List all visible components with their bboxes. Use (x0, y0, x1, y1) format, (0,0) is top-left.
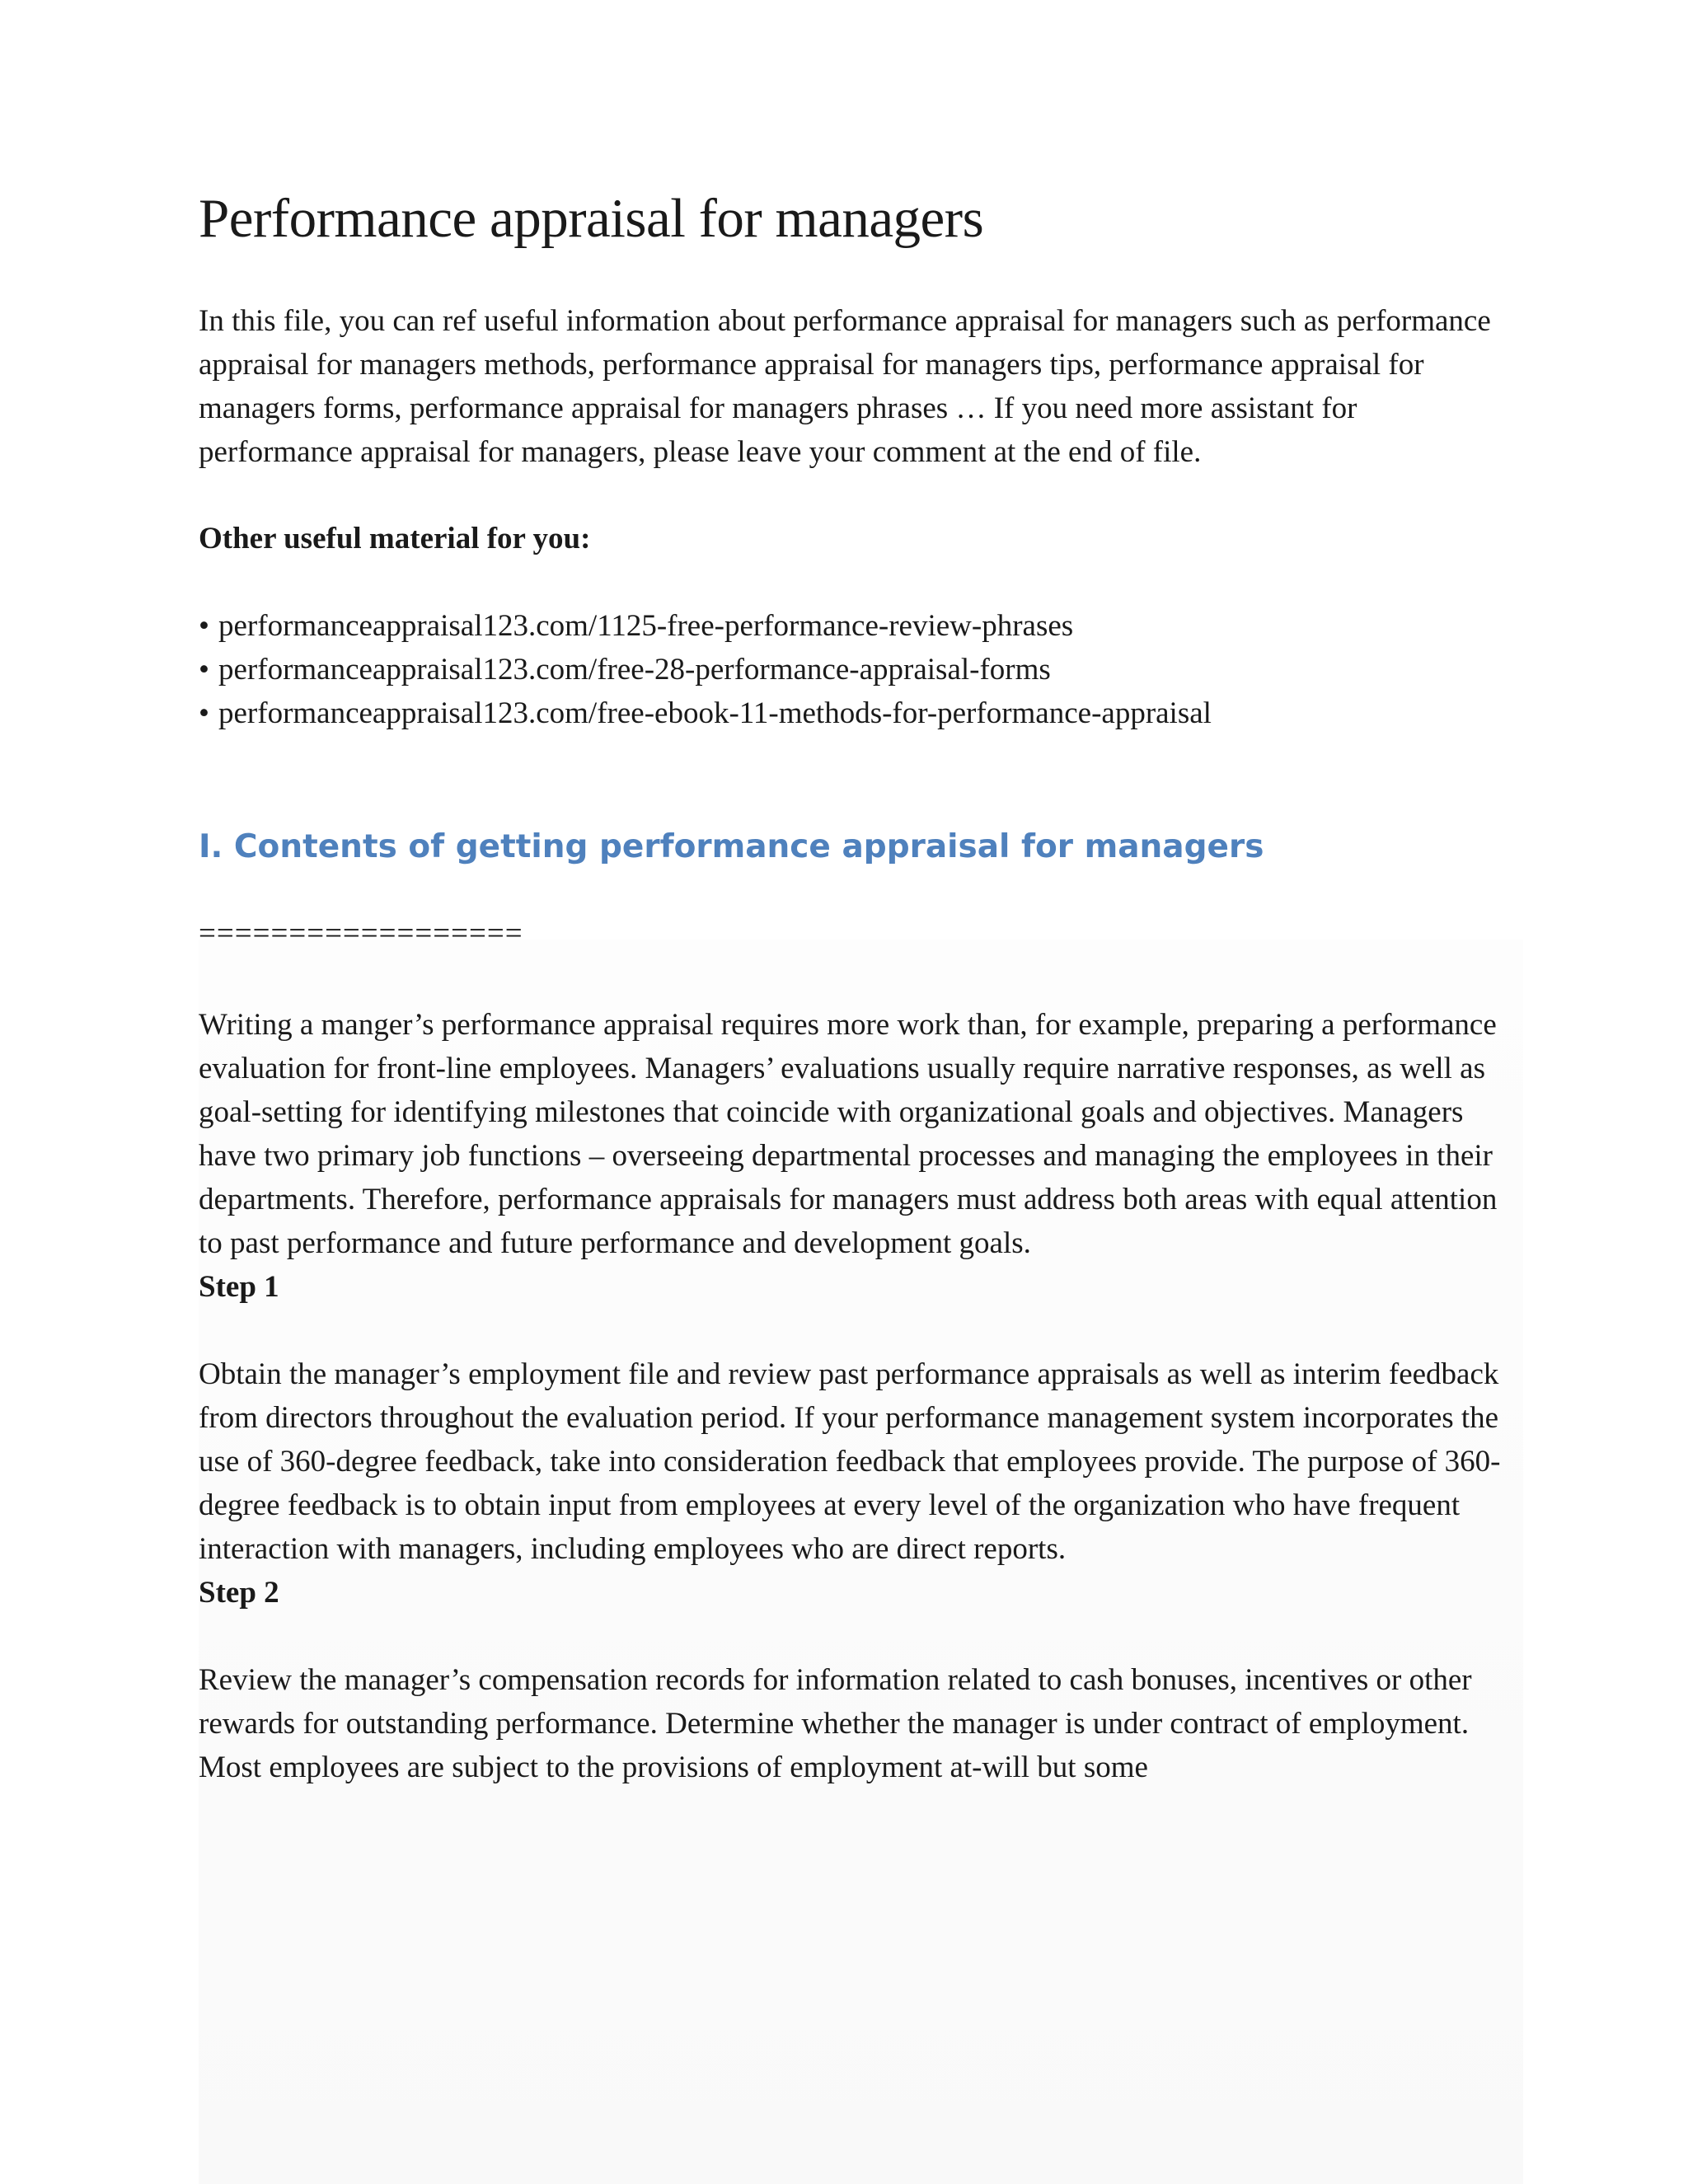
resource-link-text[interactable]: performanceappraisal123.com/free-28-performance-appraisal-forms (218, 653, 1051, 687)
body-paragraph: Review the manager’s compensation records for information related to cash bonuses, incentives or other rewards for outstanding performance. Determine whether the manager is under contract of employment. Most employees are subject to the provisions of employment at-will but some (199, 1663, 1472, 1785)
bullet-icon: • (199, 696, 209, 731)
document-body (199, 185, 1517, 1789)
bullet-icon: • (199, 609, 209, 644)
divider-line: ================== (199, 916, 523, 951)
resource-link-item[interactable] (199, 691, 1517, 735)
body-paragraph: Writing a manger’s performance appraisal requires more work than, for example, preparing a performance evaluation for front-line employees. Managers’ evaluations usually require narrative responses, as well as goal-setting for identifying milestones that coincide with organizational goals and objectives. Managers have two primary job functions – overseeing departmental processes and managing the employees in their departments. Therefore, performance appraisals for managers must address both areas with equal attention to past performance and future performance and development goals. (199, 1008, 1498, 1261)
bullet-icon: • (199, 653, 209, 687)
resource-link-item[interactable] (199, 648, 1517, 691)
step-heading: Step 2 (199, 1576, 279, 1610)
page-title: Performance appraisal for managers (199, 188, 984, 249)
resource-link-item[interactable] (199, 604, 1517, 648)
intro-paragraph: In this file, you can ref useful information about performance appraisal for managers such as performance appraisal for managers methods, performance appraisal for managers tips, performance appraisal for managers forms, performance appraisal for managers phrases … If you need more assistant for performance appraisal for managers, please leave your comment at the end of file. (199, 304, 1491, 470)
resource-link-text[interactable]: performanceappraisal123.com/free-ebook-11-methods-for-performance-appraisal (218, 696, 1212, 731)
other-material-heading: Other useful material for you: (199, 522, 591, 556)
body-paragraph: Obtain the manager’s employment file and review past performance appraisals as well as interim feedback from directors throughout the evaluation period. If your performance management system incorporates the use of 360-degree feedback, take into consideration feedback that employees provide. The purpose of 360-degree feedback is to obtain input from employees at every level of the organization who have frequent interaction with managers, including employees who are direct reports. (199, 1357, 1501, 1567)
resource-link-text[interactable]: performanceappraisal123.com/1125-free-performance-review-phrases (218, 609, 1074, 644)
section-heading: I. Contents of getting performance appraisal for managers (199, 828, 1264, 866)
resource-link-list (199, 604, 1517, 735)
step-heading: Step 1 (199, 1270, 279, 1305)
